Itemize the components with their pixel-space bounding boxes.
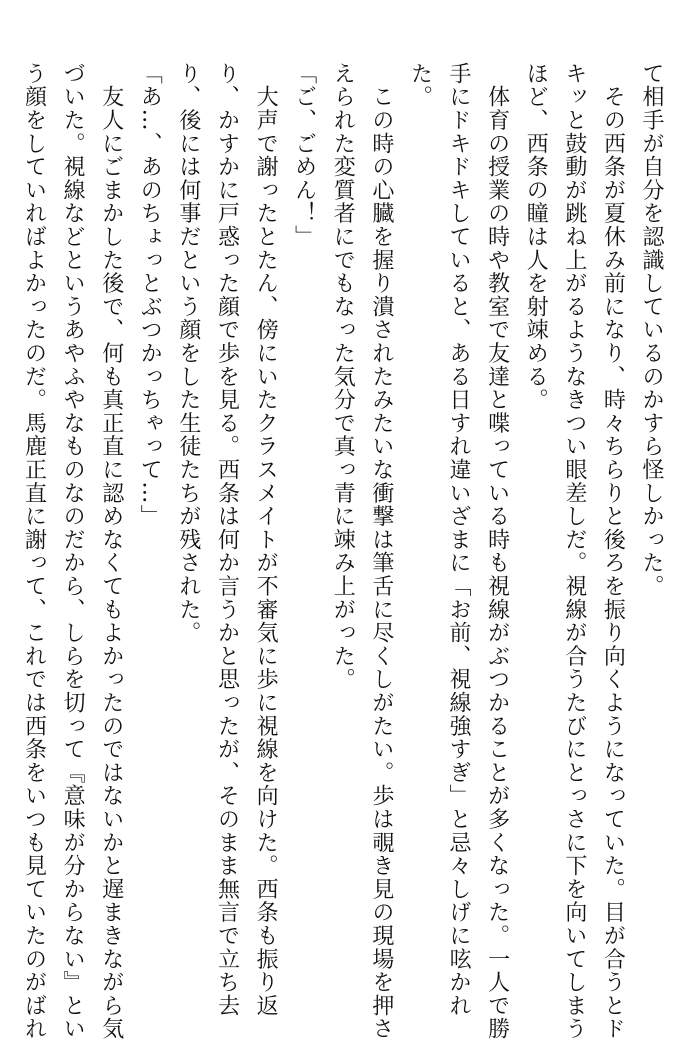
text-line: づいた。視線などというあやふやなものなのだから、しらを切って『意味が分からない』とい: [60, 62, 86, 1041]
text-line: えられた変質者にでもなった気分で真っ青に竦み上がった。: [330, 62, 356, 692]
text-line: り、後には何事だという顔をした生徒たちが残された。: [175, 62, 201, 645]
text-line: 大声で謝ったとたん、傍にいたクラスメイトが不審気に歩に視線を向けた。西条も振り返: [253, 62, 279, 1018]
text-line: 「ご、ごめん！」: [291, 62, 317, 249]
text-line: 「あ…、あのちょっとぶつかっちゃって…」: [137, 62, 163, 528]
text-line: う顔をしていればよかったのだ。馬鹿正直に謝って、これでは西条をいつも見ていたのがばれ: [21, 62, 47, 1041]
text-line: た。: [407, 62, 433, 109]
text-line: て相手が自分を認識しているのかすら怪しかった。: [639, 62, 664, 598]
text-line: り、かすかに戸惑った顔で歩を見る。西条は何か言うかと思ったが、そのまま無言で立ち去: [214, 62, 240, 1018]
vertical-text-block: [21, 62, 670, 1041]
text-line: キッと鼓動が跳ね上がるようなきつい眼差しだ。視線が合うたびにとっさに下を向いてしまう: [561, 62, 587, 1041]
text-line: 体育の授業の時や教室で友達と喋っている時も視線がぶつかることが多くなった。一人で勝: [484, 62, 510, 1041]
text-line: この時の心臓を握り潰されたみたいな衝撃は筆舌に尽くしがたい。歩は覗き見の現場を押さ: [368, 62, 394, 1041]
text-line: 友人にごまかした後で、何も真正直に認めなくてもよかったのではないかと遅まきながら気: [98, 62, 124, 1041]
text-line: 手にドキドキしていると、ある日すれ違いざまに「お前、視線強すぎ」と忌々しげに呟かれ: [446, 62, 472, 1018]
text-line: ほど、西条の瞳は人を射竦める。: [523, 62, 549, 412]
text-line: その西条が夏休み前になり、時々ちらりと後ろを振り向くようになっていた。目が合うとド: [600, 62, 626, 1041]
